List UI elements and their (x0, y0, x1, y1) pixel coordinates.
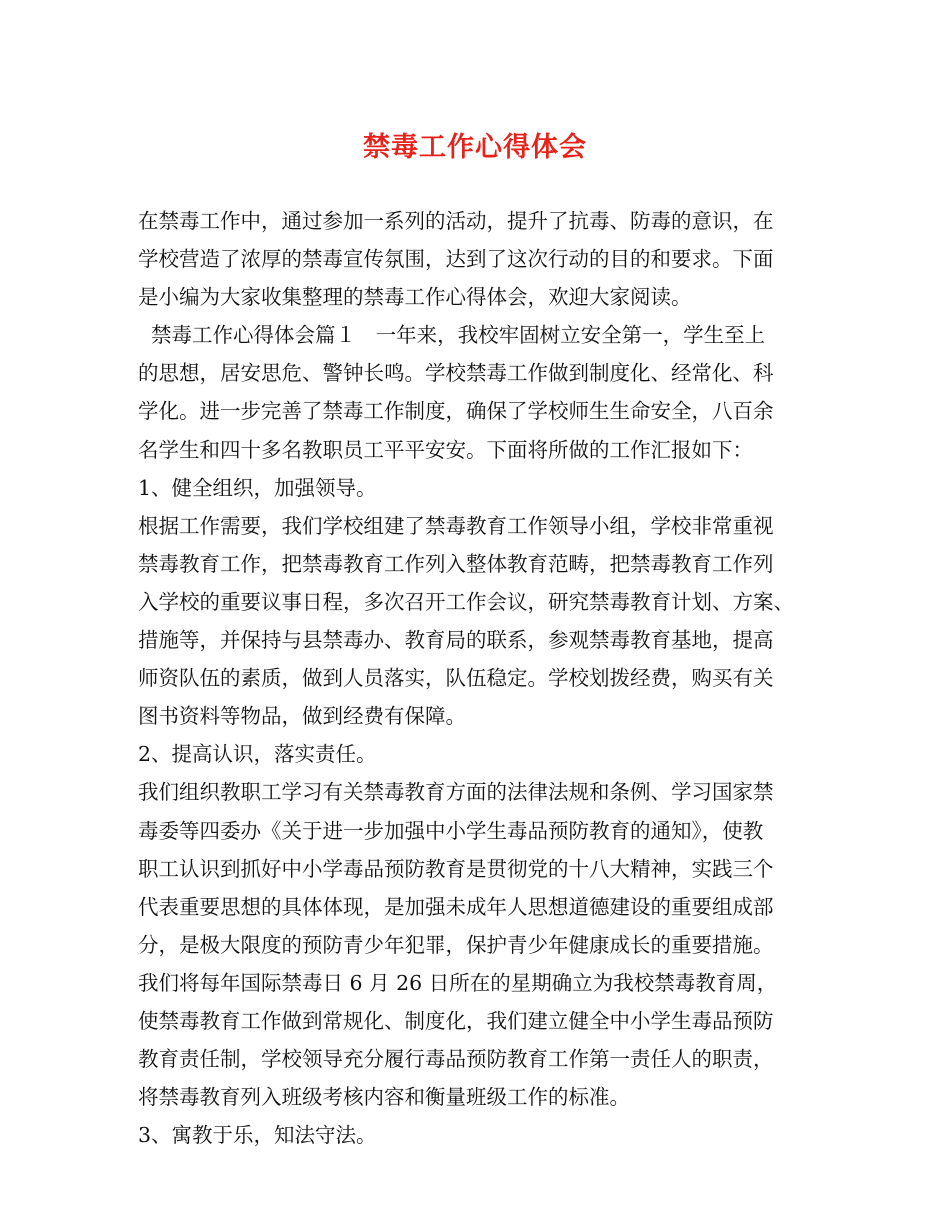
paragraph-line: 师资队伍的素质，做到人员落实，队伍稳定。学校划拨经费，购买有关 (138, 666, 774, 691)
document-body (138, 202, 828, 1154)
paragraph-line: 入学校的重要议事日程，多次召开工作会议，研究禁毒教育计划、方案、 (138, 589, 794, 614)
paragraph-line: 将禁毒教育列入班级考核内容和衡量班级工作的标准。 (138, 1085, 630, 1110)
paragraph-line: 禁毒教育工作，把禁毒教育工作列入整体教育范畴，把禁毒教育工作列 (138, 551, 774, 576)
paragraph-line: 职工认识到抓好中小学毒品预防教育是贯彻党的十八大精神，实践三个 (138, 856, 774, 881)
paragraph-line: 根据工作需要，我们学校组建了禁毒教育工作领导小组，学校非常重视 (138, 513, 774, 538)
paragraph-line: 教育责任制，学校领导充分履行毒品预防教育工作第一责任人的职责， (138, 1047, 774, 1072)
paragraph-line: 是小编为大家收集整理的禁毒工作心得体会，欢迎大家阅读。 (138, 285, 692, 310)
section-heading-1: 1、健全组织，加强领导。 (138, 475, 377, 500)
section-heading-2: 2、提高认识，落实责任。 (138, 742, 377, 767)
paragraph-line: 学化。进一步完善了禁毒工作制度，确保了学校师生生命安全，八百余 (138, 399, 774, 424)
paragraph-line: 在禁毒工作中，通过参加一系列的活动，提升了抗毒、防毒的意识，在 (138, 209, 774, 233)
paragraph-line: 分，是极大限度的预防青少年犯罪，保护青少年健康成长的重要措施。 (138, 932, 774, 957)
paragraph-line: 名学生和四十多名教职员工平平安安。下面将所做的工作汇报如下： (138, 437, 753, 462)
paragraph-line: 禁毒工作心得体会篇１ 一年来，我校牢固树立安全第一，学生至上 (138, 323, 766, 348)
paragraph-line: 我们将每年国际禁毒日 6 月 26 日所在的星期确立为我校禁毒教育周， (138, 970, 778, 995)
paragraph-line: 我们组织教职工学习有关禁毒教育方面的法律法规和条例、学习国家禁 (138, 780, 774, 805)
paragraph-line: 的思想，居安思危、警钟长鸣。学校禁毒工作做到制度化、经常化、科 (138, 361, 774, 386)
paragraph-line: 措施等，并保持与县禁毒办、教育局的联系，参观禁毒教育基地，提高 (138, 628, 774, 653)
paragraph-line: 代表重要思想的具体体现，是加强未成年人思想道德建设的重要组成部 (138, 894, 774, 919)
paragraph-line: 使禁毒教育工作做到常规化、制度化，我们建立健全中小学生毒品预防 (138, 1008, 774, 1033)
paragraph-line: 学校营造了浓厚的禁毒宣传氛围，达到了这次行动的目的和要求。下面 (138, 247, 774, 272)
document-title: 禁毒工作心得体会 (363, 132, 587, 163)
paragraph-line: 图书资料等物品，做到经费有保障。 (138, 704, 466, 729)
paragraph-line: 毒委等四委办《关于进一步加强中小学生毒品预防教育的通知》，使教 (138, 818, 764, 843)
section-heading-3: 3、寓教于乐，知法守法。 (138, 1123, 377, 1148)
